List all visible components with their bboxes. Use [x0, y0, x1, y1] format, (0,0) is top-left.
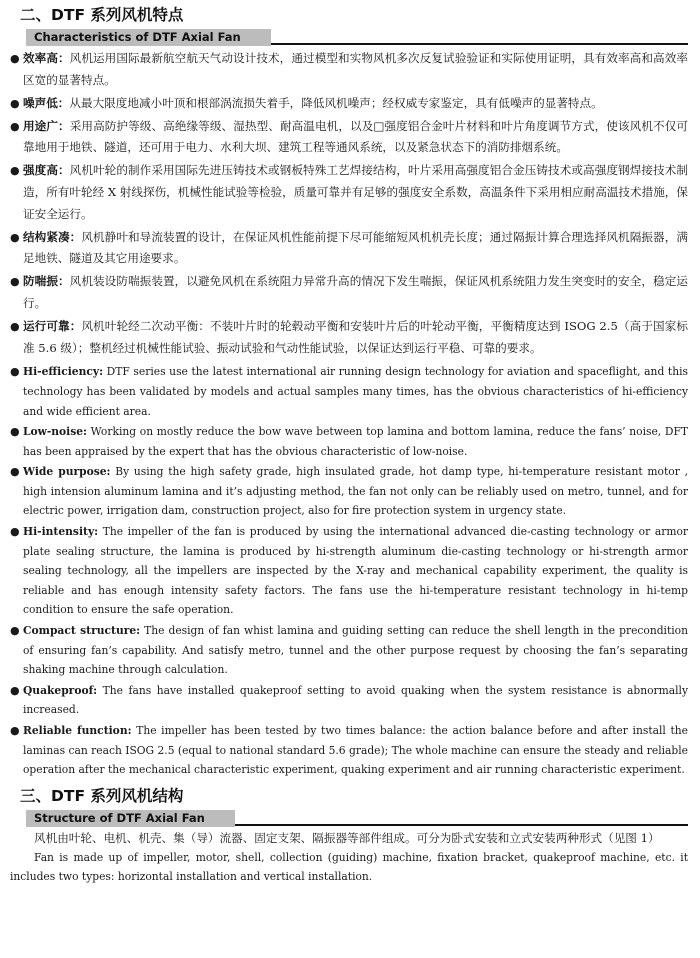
bullet-icon: ● — [10, 52, 20, 65]
bullet-icon: ● — [10, 365, 20, 379]
structure-paragraph-zh: 风机由叶轮、电机、机壳、集（导）流器、固定支架、隔振器等部件组成。可分为卧式安装和立式安装两种形式（见图 1） — [34, 830, 660, 845]
en-feature-list — [10, 362, 688, 779]
section-2-title: 二、DTF 系列风机特点 — [20, 6, 184, 24]
en-feature-item: ● Hi-efficiency: DTF series use the latest international air running design technology for aviation and spaceflight, and this technology has been validated by models and actual samples many times, has the obvious characteristics of hi-efficiency and wide efficient area. — [10, 362, 688, 421]
en-feature-item: ● Quakeproof: The fans have installed quakeproof setting to avoid quaking when the system resistance is abnormally increased. — [10, 681, 688, 720]
bullet-icon: ● — [10, 525, 20, 539]
bullet-icon: ● — [10, 320, 20, 334]
section-2-subtitle-bar — [26, 26, 688, 45]
bullet-icon: ● — [10, 96, 20, 110]
zh-feature-item: ● 噪声低：从最大限度地减小叶顶和根部涡流损失着手，降低风机噪声；经权威专家鉴定，具有低噪声的显著特点。 — [10, 93, 688, 115]
zh-feature-item: ● 用途广：采用高防护等级、高绝缘等级、湿热型、耐高温电机，以及□强度铝合金叶片材料和叶片角度调节方式，使该风机不仅可靠地用于地铁、隧道，还可用于电力、水利大坝、建筑工程等通风系统，以及紧急状态下的消防排烟系统。 — [10, 116, 688, 159]
zh-feature-item: ● 结构紧凑：风机静叶和导流装置的设计，在保证风机性能前提下尽可能缩短风机机壳长度；通过隔振计算合理选择风机隔振器，满足地铁、隧道及其它用途要求。 — [10, 227, 688, 270]
zh-feature-item: ● 运行可靠：风机叶轮经二次动平衡：不装叶片时的轮毂动平衡和安装叶片后的叶轮动平衡，平衡精度达到 ISOG 2.5（高于国家标准 5.6 级）；整机经过机械性能试验、振动试验和气动性能试验，以保证达到运行平稳、可靠的要求。 — [10, 316, 688, 359]
structure-paragraph-en: Fan is made up of impeller, motor, shell, collection (guiding) machine, fixation bracket, quakeproof machine, etc. it includes two types: horizontal installation and vertical installation. — [10, 850, 688, 884]
en-feature-item: ● Reliable function: The impeller has been tested by two times balance: the action balance before and after install the laminas can reach ISOG 2.5 (equal to national standard 5.6 grade); The whole machine can ensure the steady and reliable operation after the mechanical characteristic experiment, quaking experiment and air running characteristic experiment. — [10, 721, 688, 780]
bullet-icon: ● — [10, 230, 20, 244]
section-3-title: 三、DTF 系列风机结构 — [20, 786, 184, 805]
en-feature-item: ● Wide purpose: By using the high safety grade, high insulated grade, hot damp type, hi-temperature resistant motor , high intension aluminum lamina and it’s adjusting method, the fan not only can be reliably used on metro, tunnel, and for electric power, irrigation dam, construction project, also for fire protection system in urgency state. — [10, 462, 688, 521]
en-feature-item: ● Hi-intensity: The impeller of the fan is produced by using the international advanced die-casting technology or armor plate sealing structure, the lamina is produced by hi-strength aluminum die-casting technology or hi-strength armor sealing technology, all the impellers are inspected by the X-ray and mechanical capability experiment, the quality is reliable and has enough intensity safety factors. The fans use the hi-temperature resistant technology in hi-temp condition to ensure the safe operation. — [10, 522, 688, 620]
zh-feature-list — [10, 48, 688, 359]
zh-feature-item: ● 防喘振：风机装设防喘振装置，以避免风机在系统阻力异常升高的情况下发生喘振，保证风机系统阻力发生突变时的安全，稳定运行。 — [10, 271, 688, 314]
bullet-icon: ● — [10, 683, 20, 697]
bullet-icon: ● — [10, 724, 20, 737]
bullet-icon: ● — [10, 119, 20, 133]
bullet-icon: ● — [10, 275, 20, 289]
bullet-icon: ● — [10, 624, 20, 638]
bullet-icon: ● — [10, 164, 20, 178]
bullet-icon: ● — [10, 425, 20, 439]
en-feature-item: ● Compact structure: The design of fan whist lamina and guiding setting can reduce the shell length in the precondition of ensuring fan’s capability. And satisfy metro, tunnel and the other purpose request by choosing the fan’s separating shaking machine through calculation. — [10, 621, 688, 680]
section-2-subtitle: Characteristics of DTF Axial Fan — [26, 29, 271, 46]
zh-feature-item: ● 效率高：风机运用国际最新航空航天气动设计技术，通过模型和实物风机多次反复试验验证和实际使用证明，具有效率高和高效率区宽的显著特点。 — [10, 48, 688, 91]
zh-feature-item: ● 强度高：风机叶轮的制作采用国际先进压铸技术或钢板特殊工艺焊接结构，叶片采用高强度铝合金压铸技术或高强度钢焊接技术制造，所有叶轮经 X 射线探伤，机械性能试验等检验，质量可靠并有足够的强度安全系数，高温条件下采用相应耐高温技术措施，保证安全运行。 — [10, 160, 688, 225]
section-3-subtitle-bar — [26, 807, 688, 826]
en-feature-item: ● Low-noise: Working on mostly reduce the bow wave between top lamina and bottom lamina, reduce the fans’ noise, DFT has been appraised by the expert that has the obvious characteristic of low-noise. — [10, 422, 688, 461]
section-3-subtitle: Structure of DTF Axial Fan — [26, 810, 235, 827]
bullet-icon: ● — [10, 465, 20, 479]
